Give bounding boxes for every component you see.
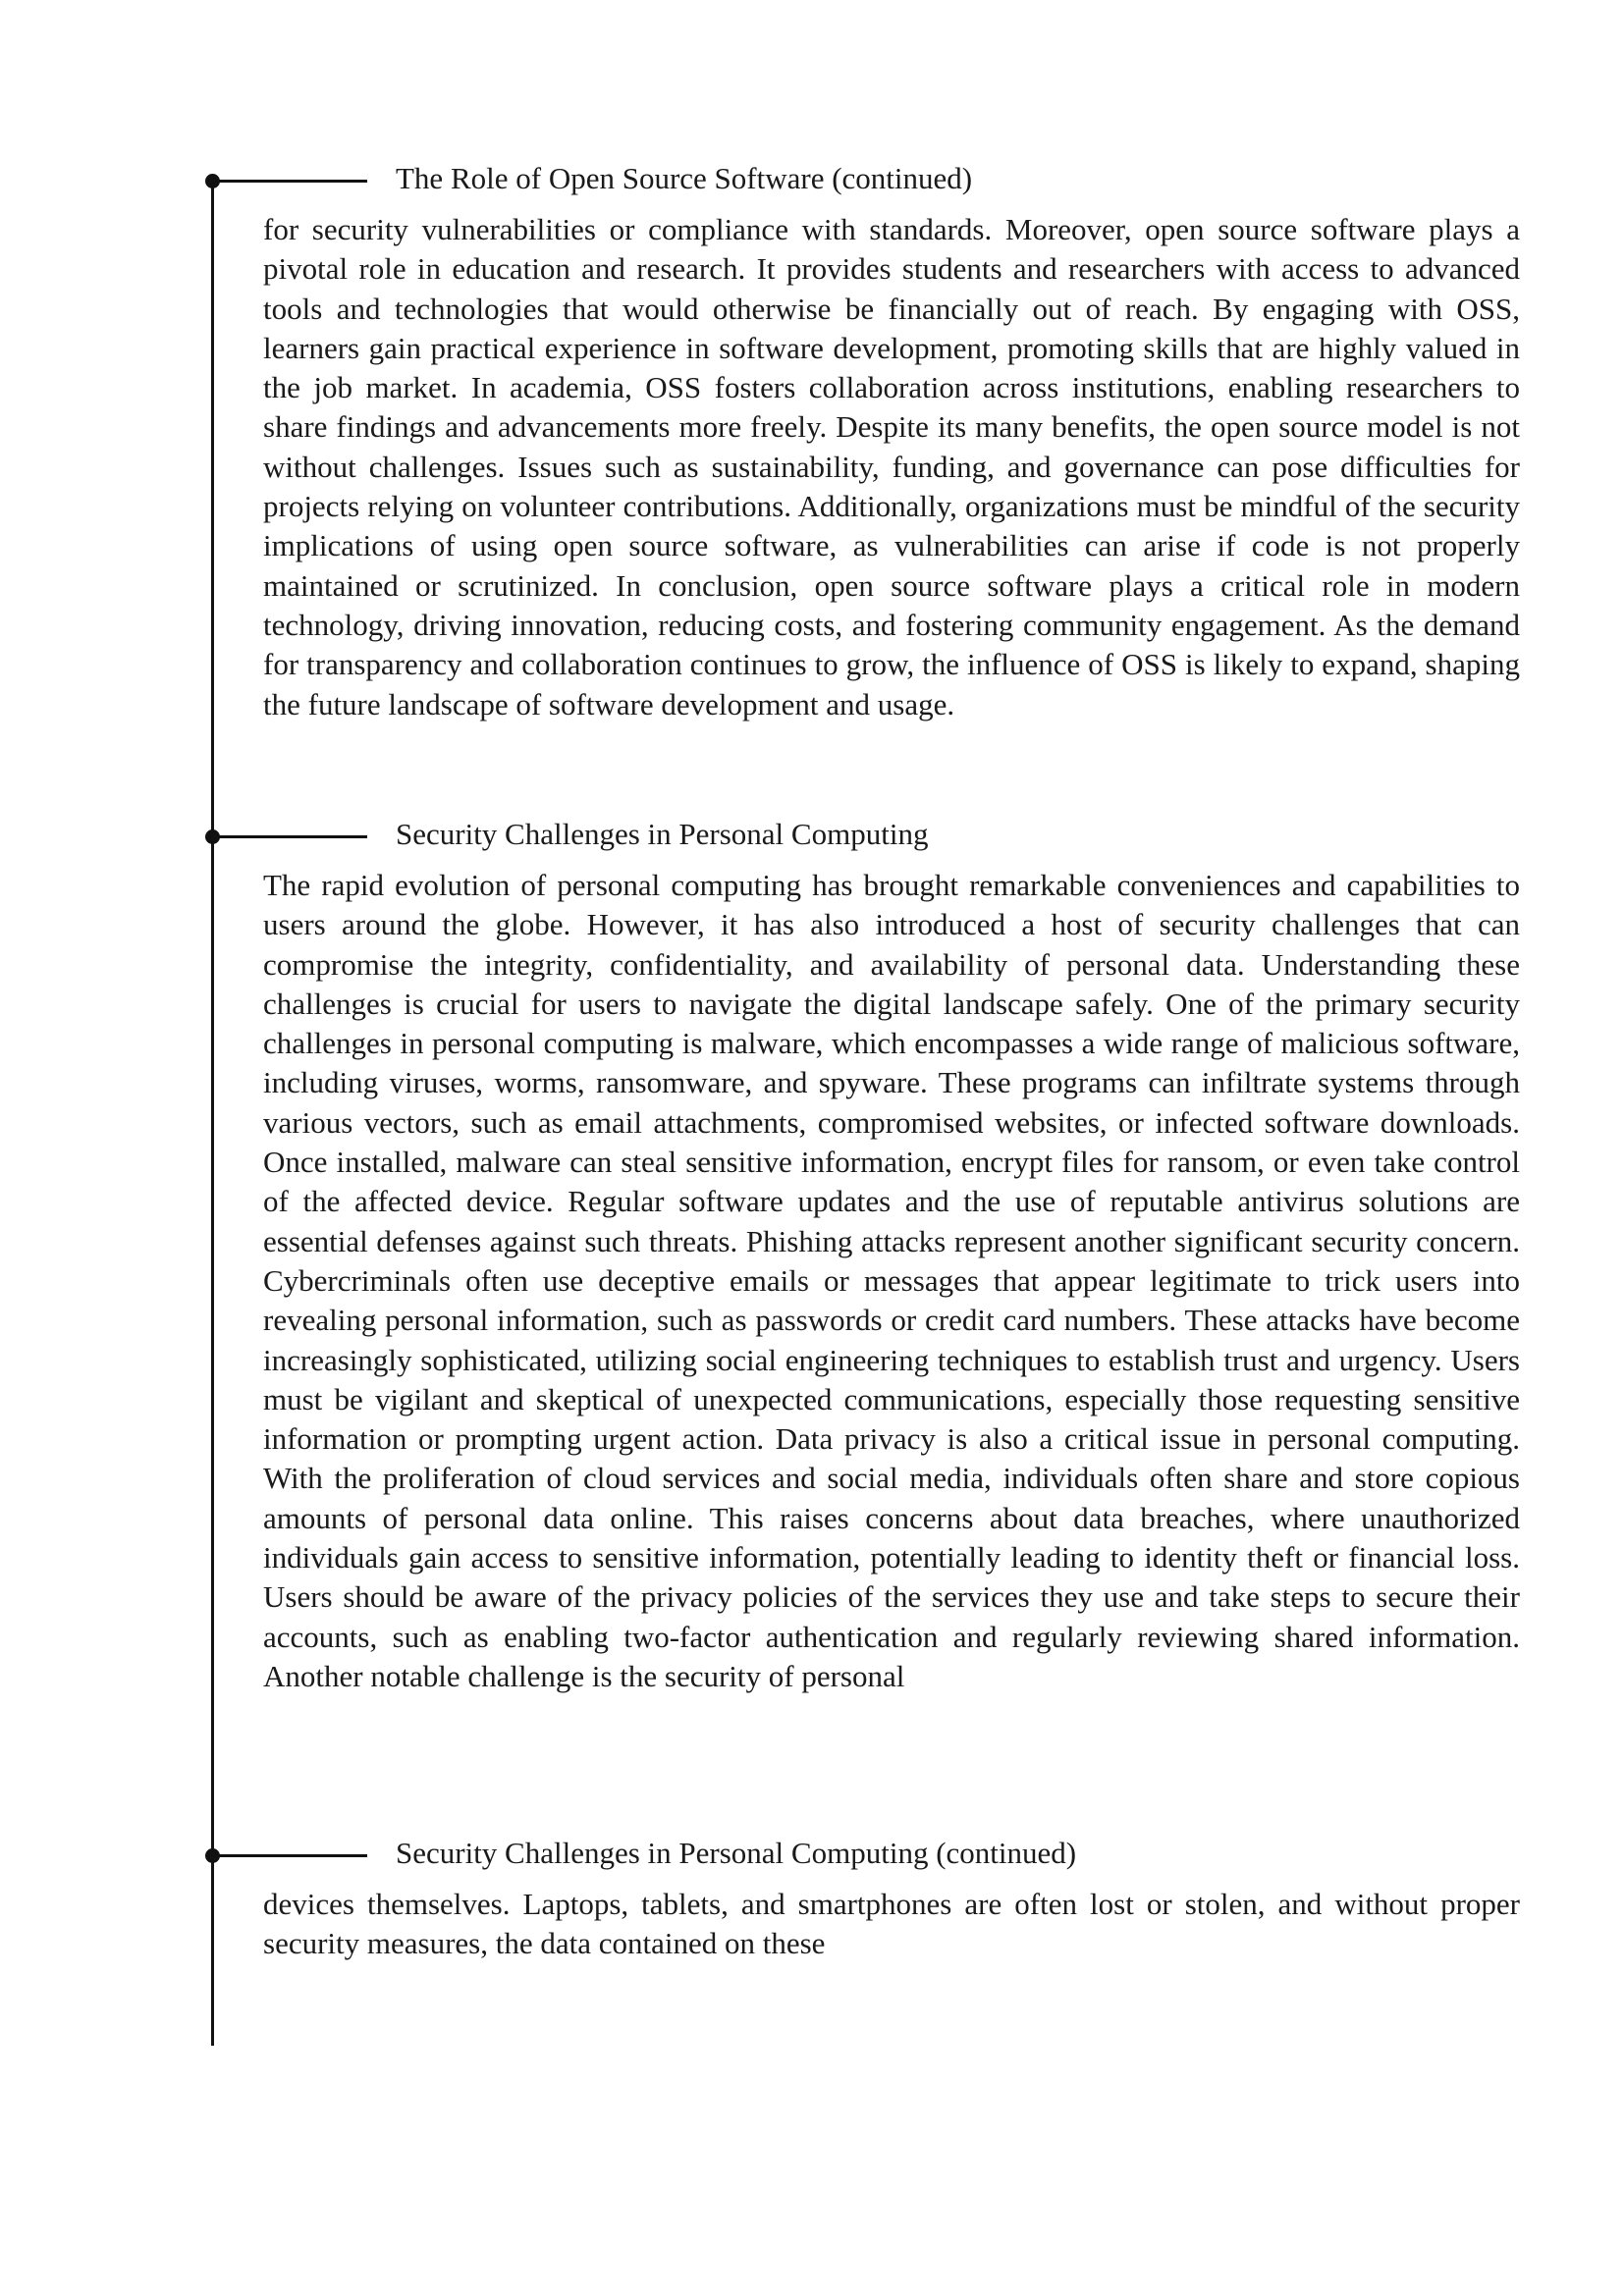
section-title: Security Challenges in Personal Computing — [396, 817, 929, 851]
timeline-marker-tick — [212, 835, 367, 838]
timeline-marker-tick — [212, 1854, 367, 1857]
section-body: devices themselves. Laptops, tablets, and smartphones are often lost or stolen, and without proper security measures, the data contained on these — [263, 1887, 1520, 1961]
section-title: Security Challenges in Personal Computing (continued) — [396, 1836, 1077, 1870]
timeline-marker-tick — [212, 180, 367, 183]
section-title: The Role of Open Source Software (continued) — [396, 161, 973, 195]
timeline-line — [211, 179, 214, 2046]
section-body: The rapid evolution of personal computing has brought remarkable conveniences and capabilities to users around the globe. However, it has also introduced a host of security challenges that can compromise the integrity, confidentiality, and availability of personal data. Understanding these challenges is crucial for users to navigate the digital landscape safely. One of the primary security challenges in personal computing is malware, which encompasses a wide range of malicious software, including viruses, worms, ransomware, and spyware. These programs can infiltrate systems through various vectors, such as email attachments, compromised websites, or infected software downloads. Once installed, malware can steal sensitive information, encrypt files for ransom, or even take control of the affected device. Regular software updates and the use of reputable antivirus solutions are essential defenses against such threats. Phishing attacks represent another significant security concern. Cybercriminals often use deceptive emails or messages that appear legitimate to trick users into revealing personal information, such as passwords or credit card numbers. These attacks have become increasingly sophisticated, utilizing social engineering techniques to establish trust and urgency. Users must be vigilant and skeptical of unexpected communications, especially those requesting sensitive information or prompting urgent action. Data privacy is also a critical issue in personal computing. With the proliferation of cloud services and social media, individuals often share and store copious amounts of personal data online. This raises concerns about data breaches, where unauthorized individuals gain access to sensitive information, potentially leading to identity theft or financial loss. Users should be aware of the privacy policies of the services they use and take steps to secure their accounts, such as enabling two-factor authentication and regularly reviewing shared information. Another notable challenge is the security of personal — [263, 868, 1520, 1693]
section-body: for security vulnerabilities or compliance with standards. Moreover, open source software plays a pivotal role in education and research. It provides students and researchers with access to advanced tools and technologies that would otherwise be financially out of reach. By engaging with OSS, learners gain practical experience in software development, promoting skills that are highly valued in the job market. In academia, OSS fosters collaboration across institutions, enabling researchers to share findings and advancements more freely. Despite its many benefits, the open source model is not without challenges. Issues such as sustainability, funding, and governance can pose difficulties for projects relying on volunteer contributions. Additionally, organizations must be mindful of the security implications of using open source software, as vulnerabilities can arise if code is not properly maintained or scrutinized. In conclusion, open source software plays a critical role in modern technology, driving innovation, reducing costs, and fostering community engagement. As the demand for transparency and collaboration continues to grow, the influence of OSS is likely to expand, shaping the future landscape of software development and usage. — [263, 212, 1520, 721]
